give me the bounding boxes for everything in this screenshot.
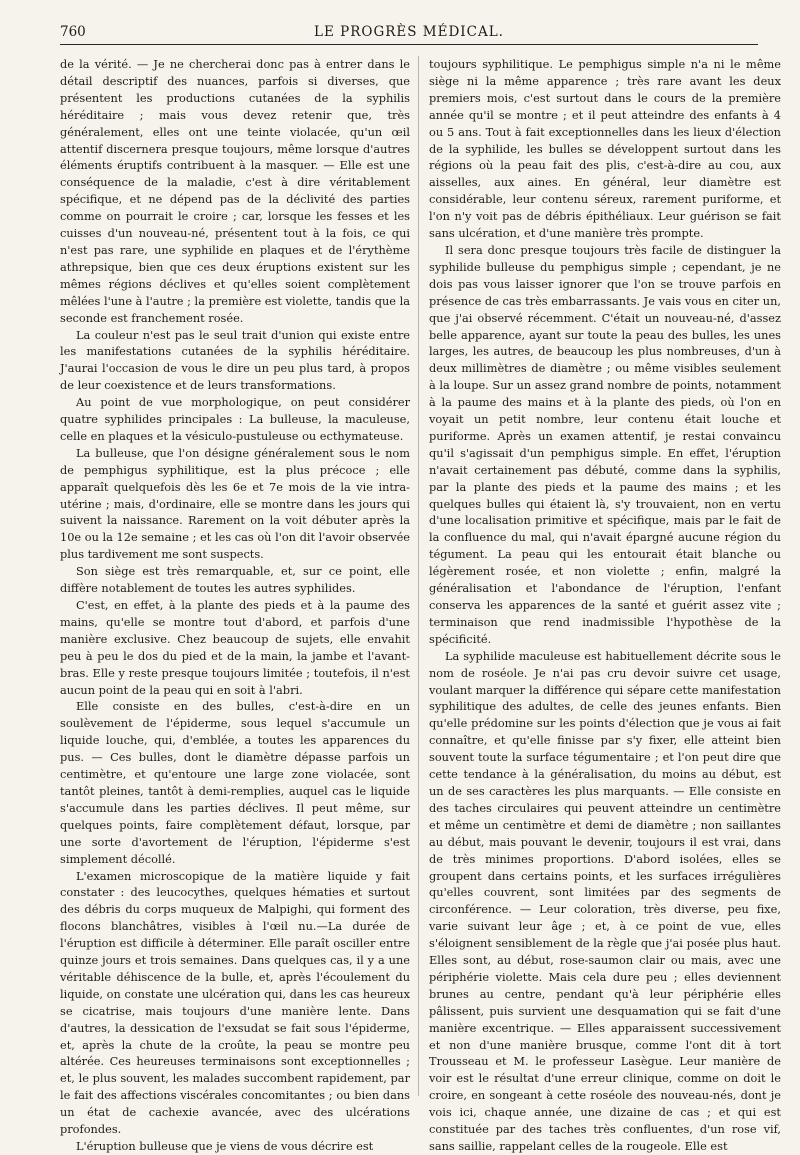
paragraph: La couleur n'est pas le seul trait d'union qui existe entre les manifestations cutanées de la syphilis héréditaire. J'aurai l'occasion de vous le dire un peu plus tard, à propos de leur coexistence et de leurs transformations. bbox=[60, 327, 410, 393]
paragraph: de la vérité. — Je ne chercherai donc pas à entrer dans le détail descriptif des nuances, parfois si diverses, que présentent les productions cutanées de la syphilis héréditaire ; mais vous devez retenir que, très généralement, elles ont une teinte violacée, qu'un œil attentif discernera presque toujours, même lorsque d'autres éléments éruptifs contribuent à la masquer. — Elle est une conséquence de la maladie, c'est à dire véritablement spécifique, et ne dépend pas de la déclivité des parties comme on pourrait le croire ; car, lorsque les fesses et les cuisses d'un nouveau-né, présentent tout à la fois, ce qui n'est pas rare, une syphilide en plaques et de l'érythème athrepsique, bien que ces deux éruptions existent sur les mêmes régions déclives et qu'elles soient complètement mêlées l'une à l'autre ; la première est violette, tandis que la seconde est franchement rosée. bbox=[60, 57, 410, 325]
paragraph: Au point de vue morphologique, on peut considérer quatre syphilides principales : La bulleuse, la maculeuse, celle en plaques et la vésiculo-pustuleuse ou ecthymateuse. bbox=[60, 395, 410, 443]
journal-title: LE PROGRÈS MÉDICAL. bbox=[314, 24, 504, 40]
left-column bbox=[60, 56, 410, 1153]
column-divider bbox=[418, 56, 419, 1096]
paragraph: L'éruption bulleuse que je viens de vous décrire est bbox=[76, 1139, 374, 1153]
paragraph: La bulleuse, que l'on désigne généralement sous le nom de pemphigus syphilitique, est la plus précoce ; elle apparaît quelquefois dès les 6e et 7e mois de la vie intra-utérine ; mais, d'ordinaire, elle se montre dans les jours qui suivent la naissance. Rarement on la voit débuter après la 10e ou la 12e semaine ; et les cas où l'on dit l'avoir observée plus tardivement me sont suspects. bbox=[60, 445, 410, 562]
paragraph: toujours syphilitique. Le pemphigus simple n'a ni le même siège ni la même apparence ; très rare avant les deux premiers mois, c'est surtout dans le cours de la première année qu'il se montre ; et il peut atteindre des enfants à 4 ou 5 ans. Tout à fait exceptionnelles dans les lieux d'élection de la syphilide, les bulles se développent surtout dans les régions où la peau fait des plis, c'est-à-dire au cou, aux aisselles, aux aines. En général, leur diamètre est considérable, leur contenu séreux, rarement puriforme, et l'on n'y voit pas de débris épithéliaux. Leur guérison se fait sans ulcération, et d'une manière très prompte. bbox=[429, 57, 781, 241]
paragraph: C'est, en effet, à la plante des pieds et à la paume des mains, qu'elle se montre tout d'abord, et parfois d'une manière exclusive. Chez beaucoup de sujets, elle envahit peu à peu le dos du pied et de la main, la jambe et l'avant-bras. Elle y reste presque toujours limitée ; toutefois, il n'est aucun point de la peau qui en soit à l'abri. bbox=[60, 598, 410, 697]
page-number: 760 bbox=[60, 24, 86, 40]
paragraph: L'examen microscopique de la matière liquide y fait constater : des leucocythes, quelques hématies et surtout des débris du corps muqueux de Malpighi, qui forment des flocons blanchâtres, visibles à l'œil nu.—La durée de l'éruption est difficile à déterminer. Elle paraît osciller entre quinze jours et trois semaines. Dans quelques cas, il y a une véritable déhiscence de la bulle, et, après l'écoulement du liquide, on constate une ulcération qui, dans les cas heureux se cicatrise, mais toujours d'une manière lente. Dans d'autres, la dessication de l'exsudat se fait sous l'épiderme, et, après la chute de la croûte, la peau se montre peu altérée. Ces heureuses terminaisons sont exceptionnelles ; et, le plus souvent, les malades succombent rapidement, par le fait des affections viscérales concomitantes ; ou bien dans un état de cachexie avancée, avec des ulcérations profondes. bbox=[60, 868, 410, 1137]
paragraph: Il sera donc presque toujours très facile de distinguer la syphilide bulleuse du pemphigus simple ; cependant, je ne dois pas vous laisser ignorer que l'on se trouve parfois en présence de cas très embarrassants. Je vais vous en citer un, que j'ai observé récemment. C'était un nouveau-né, d'assez belle apparence, ayant sur toute la peau des bulles, les unes larges, les autres, de beaucoup les plus nombreuses, d'un à deux millimètres de diamètre ; ou même visibles seulement à la loupe. Sur un assez grand nombre de points, notamment à la paume des mains et à la plante des pieds, où l'on en voyait un petit nombre, leur contenu était louche et puriforme. Après un examen attentif, je restai convaincu qu'il s'agissait d'un pemphigus simple. En effet, l'éruption n'avait certainement pas débuté, comme dans la syphilis, par la plante des pieds et la paume des mains ; et les quelques bulles qui étaient là, s'y trouvaient, non en vertu d'une localisation primitive et spécifique, mais par le fait de la confluence du mal, qui n'avait épargné aucune région du tégument. La peau qui les entourait était blanche ou légèrement rosée, et non violette ; enfin, malgré la généralisation et l'abondance de l'éruption, l'enfant conserva les apparences de la santé et guérit assez vite ; terminaison que rend inadmissible l'hypothèse de la spécificité. bbox=[429, 242, 781, 646]
right-column bbox=[429, 56, 781, 1153]
paragraph: La syphilide maculeuse est habituellement décrite sous le nom de roséole. Je n'ai pas cru devoir suivre cet usage, voulant marquer la différence qui sépare cette manifestation syphilitique des adultes, de celle des jeunes enfants. Bien qu'elle prédomine sur les points d'élection que je vous ai fait connaître, et qu'elle finisse par s'y fixer, elle atteint bien souvent toute la surface tégumentaire ; et l'on peut dire que cette tendance à la généralisation, du moins au début, est un de ses caractères les plus marquants. — Elle consiste en des taches circulaires qui peuvent atteindre un centimètre et même un centimètre et demi de diamètre ; non saillantes au début, mais pouvant le devenir, toujours il est vrai, dans de très minimes proportions. D'abord isolées, elles se groupent dans certains points, et les surfaces irrégulières qu'elles couvrent, sont limitées par des segments de circonférence. — Leur coloration, très diverse, peu fixe, varie suivant leur âge ; et, à ce point de vue, elles s'éloignent sensiblement de la règle que j'ai posée plus haut. Elles sont, au début, rose-saumon clair ou mais, avec une périphérie violette. Mais cela dure peu ; elles deviennent brunes au centre, pendant qu'à leur périphérie elles pâlissent, puis survient une desquamation qui se fait d'une manière excentrique. — Elles apparaissent successivement et non d'une manière brusque, comme l'ont dit à tort Trousseau et M. le professeur Lasègue. Leur manière de voir est le résultat d'une erreur clinique, comme on doit le croire, en songeant à cette roséole des nouveau-nés, dont je vois ici, chaque année, une dizaine de cas ; et qui est constituée par des taches très confluentes, d'un rose vif, sans saillie, rappelant celles de la rougeole. Elle est bbox=[429, 648, 781, 1153]
paragraph: Son siège est très remarquable, et, sur ce point, elle diffère notablement de toutes les autres syphilides. bbox=[60, 564, 410, 596]
paragraph: Elle consiste en des bulles, c'est-à-dire en un soulèvement de l'épiderme, sous lequel s'accumule un liquide louche, qui, d'emblée, a toutes les apparences du pus. — Ces bulles, dont le diamètre dépasse parfois un centimètre, et qu'entoure une large zone violacée, sont tantôt pleines, tantôt à demi-remplies, auquel cas le liquide s'accumule dans les parties déclives. Il peut même, sur quelques points, faire complètement défaut, lorsque, par une sorte d'avortement de l'éruption, l'épiderme s'est simplement décollé. bbox=[60, 699, 410, 866]
page-header bbox=[60, 22, 758, 45]
